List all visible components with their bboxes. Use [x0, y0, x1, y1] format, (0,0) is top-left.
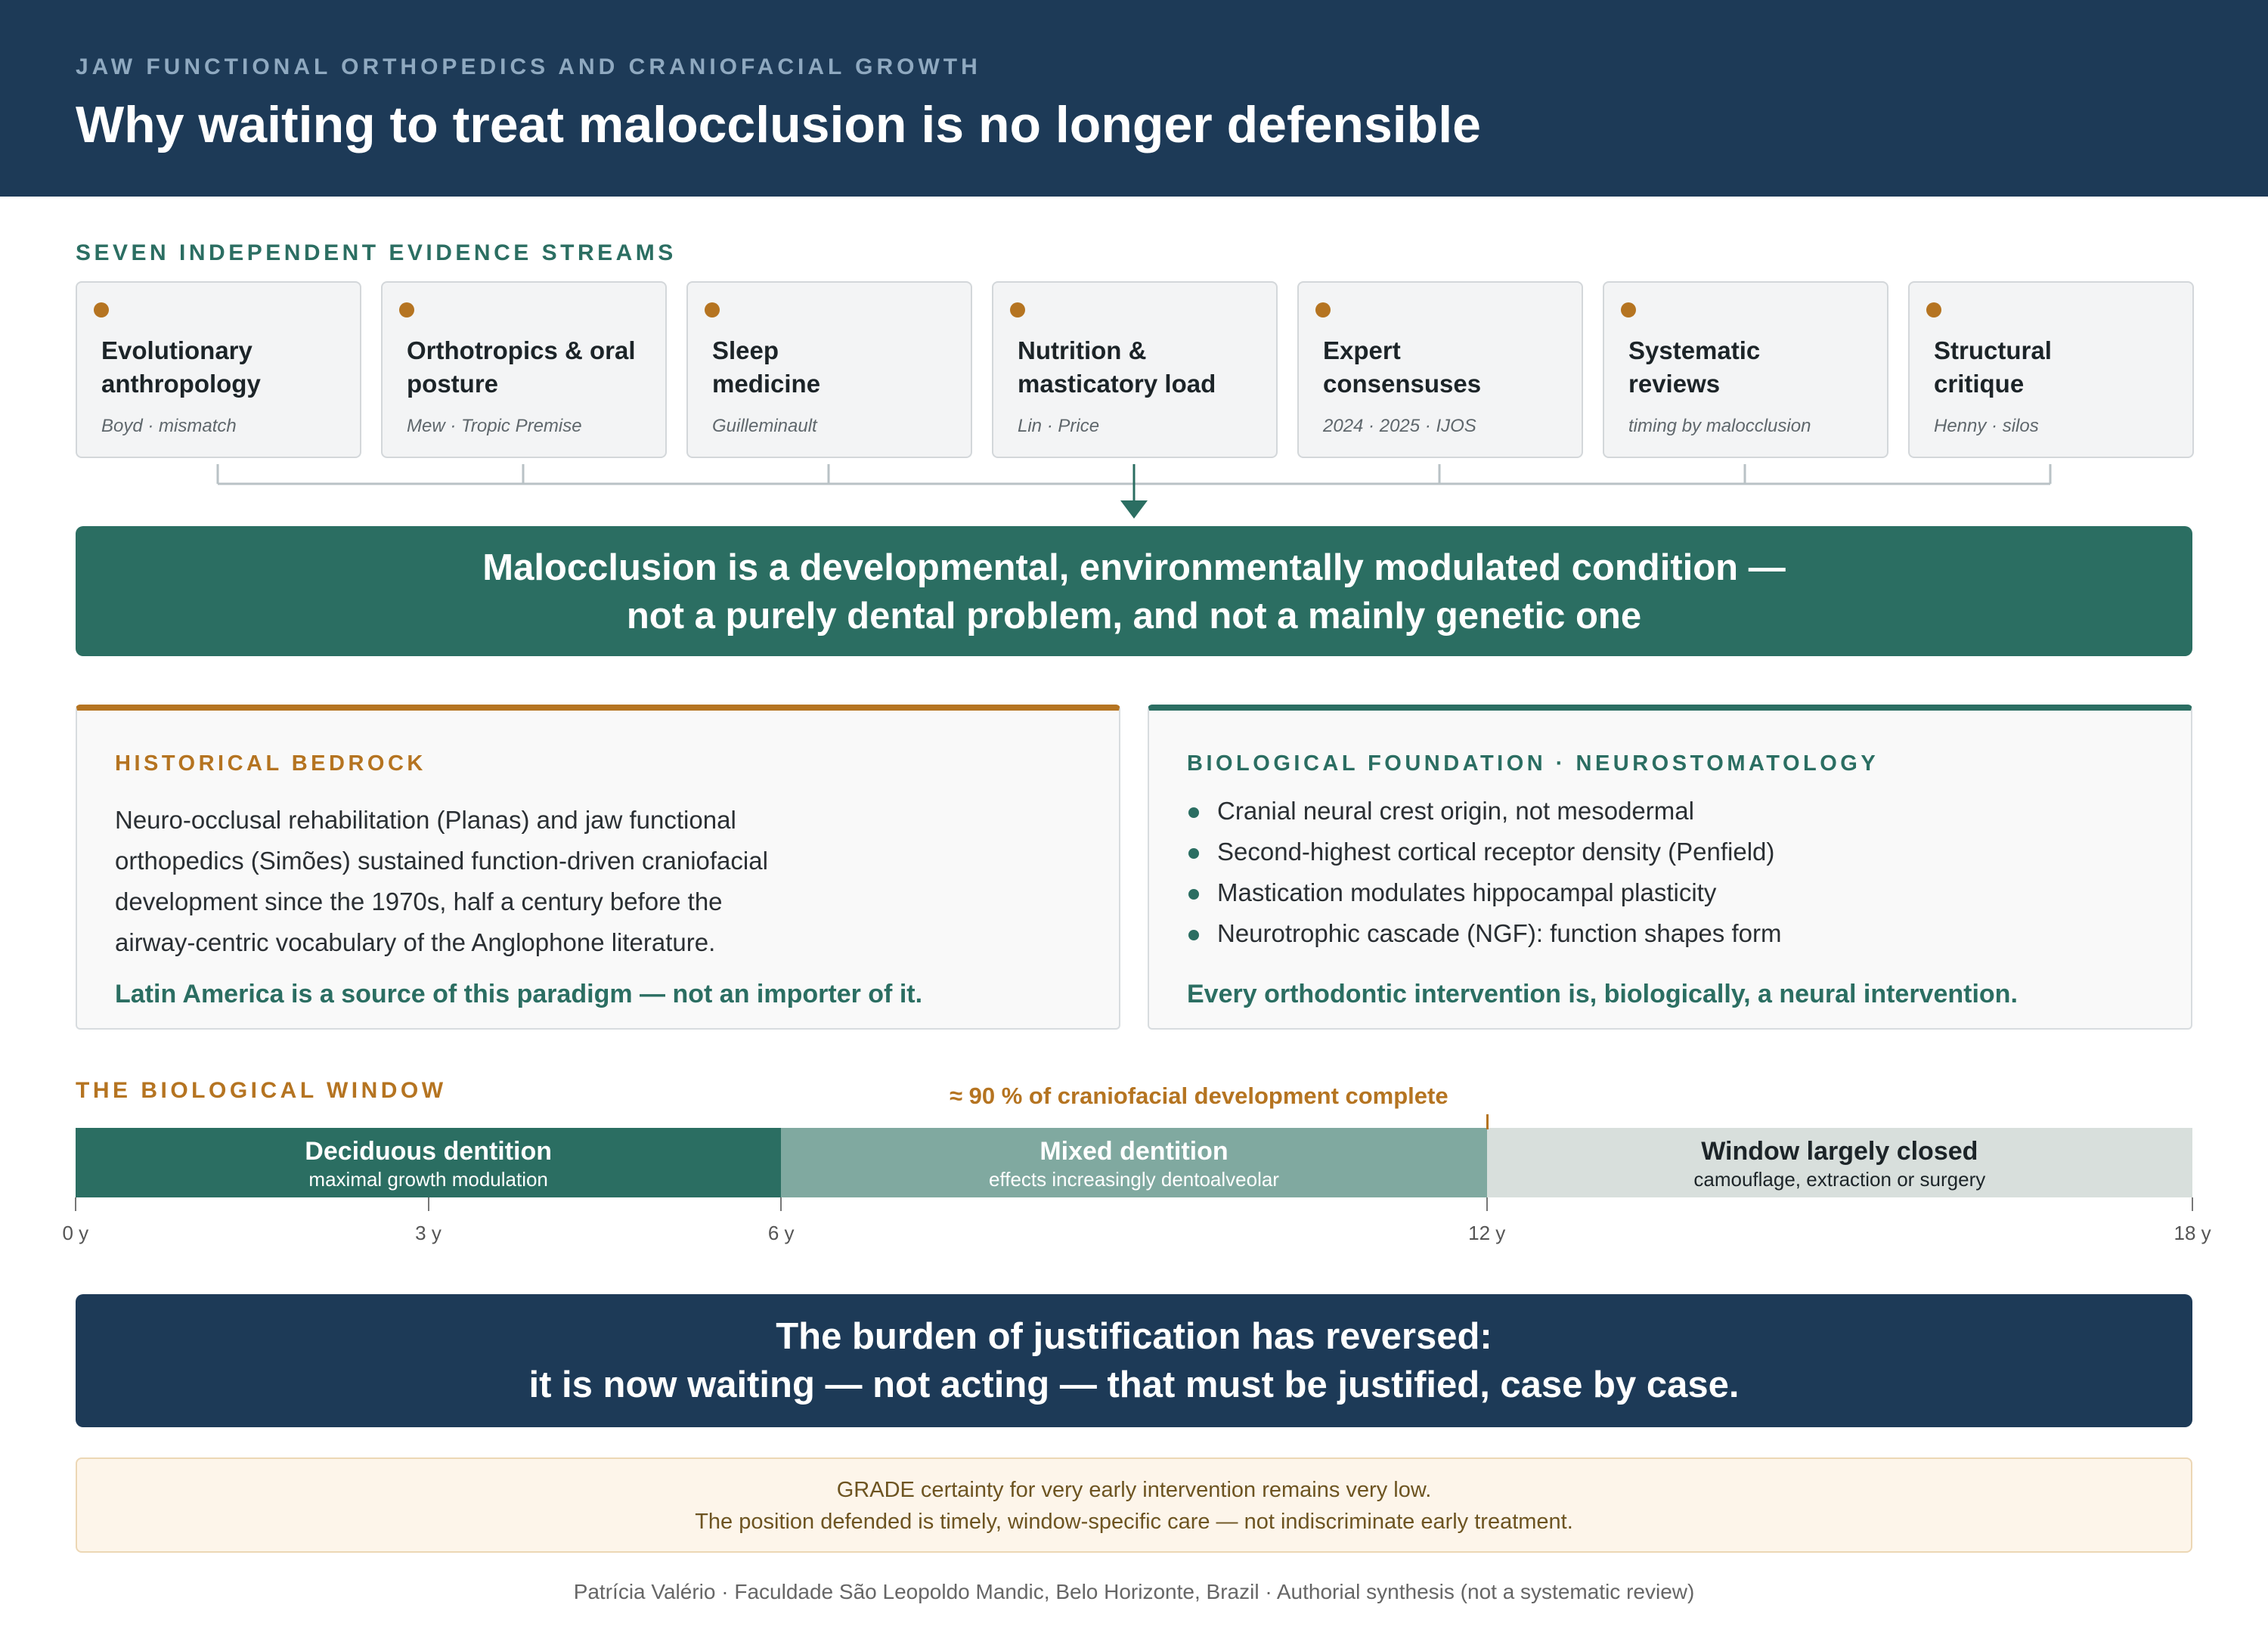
bullet-dot-icon [705, 302, 720, 318]
axis-tick [1486, 1197, 1488, 1211]
segment-subtitle: maximal growth modulation [308, 1168, 548, 1191]
header-kicker: JAW FUNCTIONAL ORTHOPEDICS AND CRANIOFACIAL GROWTH [76, 54, 981, 79]
stream-card-critique [1908, 281, 2194, 458]
segment-title: Deciduous dentition [305, 1137, 553, 1166]
historical-body [115, 800, 856, 963]
historical-line: airway-centric vocabulary of the Anglophone literature. [115, 928, 716, 956]
stream-authors: Lin · Price [1018, 416, 1100, 436]
axis-tick-label: 18 y [2174, 1222, 2211, 1244]
biological-label: BIOLOGICAL FOUNDATION · NEUROSTOMATOLOGY [1187, 751, 1879, 776]
window-segment [1487, 1128, 2192, 1197]
stream-name: Systematic reviews [1628, 336, 1761, 398]
streams-label: SEVEN INDEPENDENT EVIDENCE STREAMS [76, 240, 677, 265]
stream-card-sleep [686, 281, 972, 458]
stream-authors: Mew · Tropic Premise [407, 416, 582, 436]
biological-bullet: Neurotrophic cascade (NGF): function shapes form [1187, 913, 1781, 954]
thesis-line-2: not a purely dental problem, and not a mainly genetic one [626, 596, 1642, 637]
bullet-dot-icon [1926, 302, 1941, 318]
header [0, 0, 2268, 197]
stream-name: Expert consensuses [1323, 336, 1482, 398]
axis-tick-label: 6 y [767, 1222, 795, 1244]
page-title: Why waiting to treat malocclusion is no longer defensible [76, 96, 1481, 153]
biological-bullet: Second-highest cortical receptor density (Penfield) [1187, 832, 1781, 872]
stream-authors: Henny · silos [1934, 416, 2039, 436]
historical-line: orthopedics (Simões) sustained function-driven craniofacial [115, 847, 768, 875]
bullet-dot-icon [1315, 302, 1331, 318]
window-segment [781, 1128, 1486, 1197]
segment-subtitle: camouflage, extraction or surgery [1693, 1168, 1986, 1191]
bullet-dot-icon [399, 302, 414, 318]
stream-authors: 2024 · 2025 · IJOS [1323, 416, 1476, 436]
window-label: THE BIOLOGICAL WINDOW [76, 1078, 447, 1103]
window-segment [76, 1128, 781, 1197]
segment-subtitle: effects increasingly dentoalveolar [989, 1168, 1279, 1191]
biological-bullet: Mastication modulates hippocampal plasticity [1187, 872, 1781, 913]
biological-panel [1148, 705, 2192, 1030]
axis-tick-label: 0 y [62, 1222, 89, 1244]
stream-name: Structural critique [1934, 336, 2052, 398]
burden-line-1: The burden of justification has reversed: [776, 1316, 1492, 1357]
stream-authors: Guilleminault [712, 416, 817, 436]
milestone-marker [1486, 1114, 1489, 1129]
historical-conclusion: Latin America is a source of this paradigm — not an importer of it. [115, 980, 923, 1008]
stream-authors: timing by malocclusion [1628, 416, 1811, 436]
segment-title: Window largely closed [1701, 1137, 1978, 1166]
historical-line: development since the 1970s, half a century before the [115, 887, 723, 915]
footer-credit: Patrícia Valério · Faculdade São Leopoldo Mandic, Belo Horizonte, Brazil · Authorial synthesis (not a systematic review) [573, 1580, 1695, 1603]
stream-card-consensuses [1297, 281, 1583, 458]
caveat-line-1: GRADE certainty for very early intervention remains very low. [836, 1478, 1432, 1502]
stream-card-reviews [1603, 281, 1888, 458]
axis-tick [2192, 1197, 2193, 1211]
historical-line: Neuro-occlusal rehabilitation (Planas) and jaw functional [115, 806, 736, 834]
stream-name: Orthotropics & oral posture [407, 336, 636, 398]
burden-banner [76, 1294, 2192, 1427]
caveat-box [76, 1457, 2192, 1553]
axis-tick-label: 3 y [415, 1222, 442, 1244]
stream-name: Evolutionary anthropology [101, 336, 261, 398]
stream-card-orthotropics [381, 281, 667, 458]
stream-card-anthropology [76, 281, 361, 458]
axis-tick [428, 1197, 429, 1211]
caveat-line-2: The position defended is timely, window-specific care — not indiscriminate early treatment. [695, 1510, 1573, 1534]
streams-connector [0, 461, 2268, 522]
biological-bullets [1187, 791, 1781, 954]
thesis-banner [76, 526, 2192, 656]
stream-card-nutrition [992, 281, 1278, 458]
milestone-note: ≈ 90 % of craniofacial development complete [950, 1083, 1448, 1109]
axis-tick [75, 1197, 76, 1211]
axis-tick [780, 1197, 782, 1211]
historical-label: HISTORICAL BEDROCK [115, 751, 426, 776]
bullet-dot-icon [94, 302, 109, 318]
biological-bullet: Cranial neural crest origin, not mesodermal [1187, 791, 1781, 832]
stream-name: Sleep medicine [712, 336, 821, 398]
arrow-down-icon [1120, 500, 1148, 519]
burden-line-2: it is now waiting — not acting — that must be justified, case by case. [528, 1364, 1740, 1405]
bullet-dot-icon [1621, 302, 1636, 318]
biological-conclusion: Every orthodontic intervention is, biologically, a neural intervention. [1187, 980, 2018, 1008]
axis-tick-label: 12 y [1468, 1222, 1506, 1244]
stream-name: Nutrition & masticatory load [1018, 336, 1216, 398]
segment-title: Mixed dentition [1040, 1137, 1228, 1166]
bullet-dot-icon [1010, 302, 1025, 318]
thesis-line-1: Malocclusion is a developmental, environmentally modulated condition — [482, 547, 1786, 588]
historical-panel [76, 705, 1120, 1030]
stream-authors: Boyd · mismatch [101, 416, 237, 436]
